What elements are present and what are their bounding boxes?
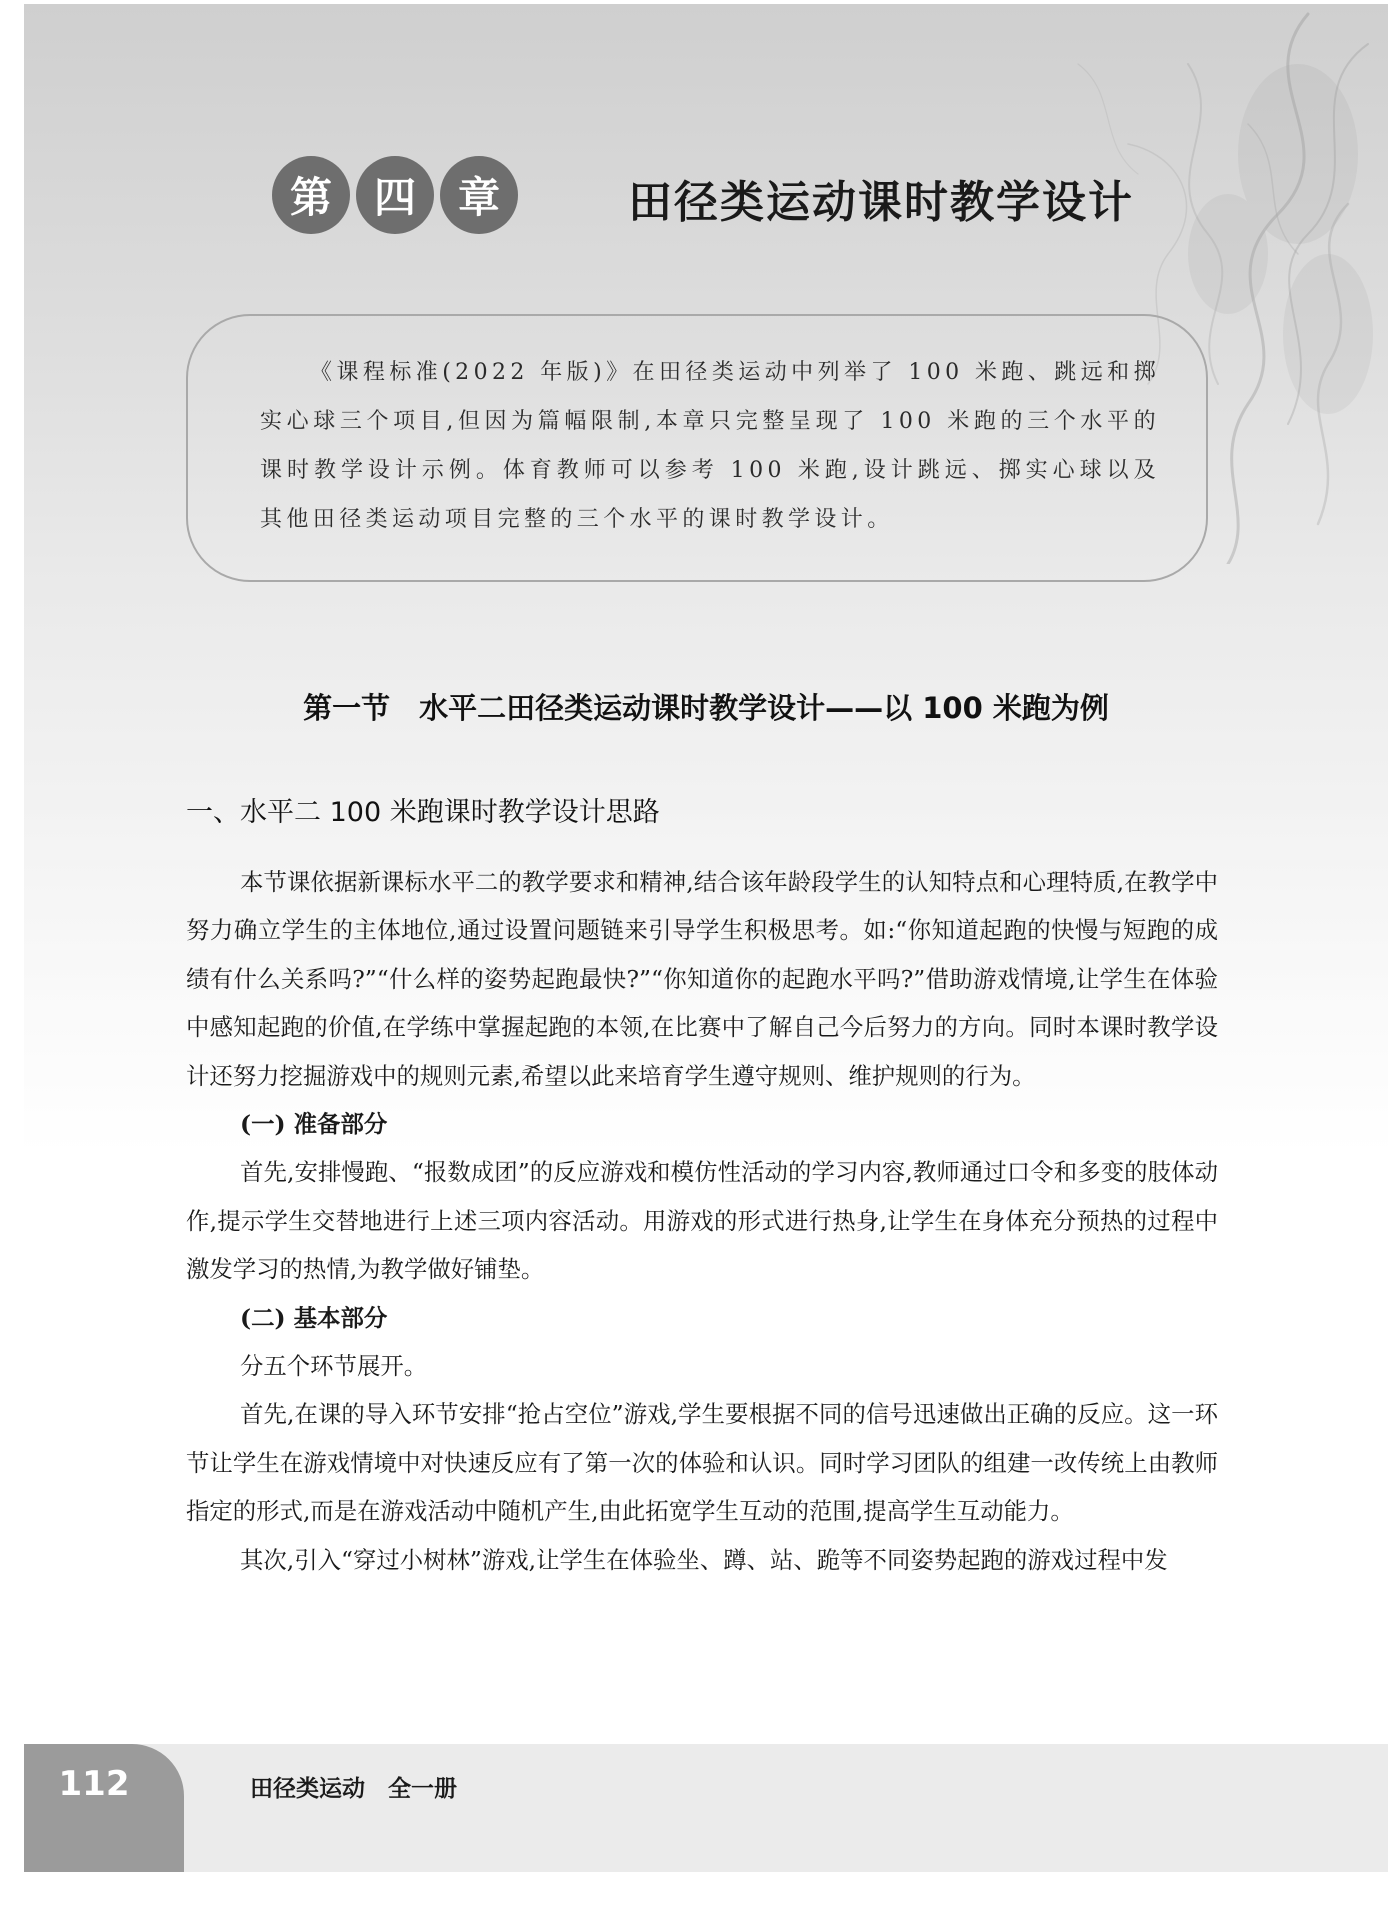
paragraph-heading-basic: (二) 基本部分 [240, 1303, 388, 1332]
paragraph: 其次,引入“穿过小树林”游戏,让学生在体验坐、蹲、站、跪等不同姿势起跑的游戏过程中发 [240, 1545, 1168, 1574]
page-footer [24, 1744, 1388, 1872]
paragraph: 首先,在课的导入环节安排“抢占空位”游戏,学生要根据不同的信号迅速做出正确的反应。这一环节让学生在游戏情境中对快速反应有了第一次的体验和认识。同时学习团队的组建一改传统上由教师指定的形式,而是在游戏活动中随机产生,由此拓宽学生互动的范围,提高学生互动能力。 [186, 1400, 1218, 1526]
paragraph-heading-preparation: (一) 准备部分 [240, 1110, 388, 1139]
chapter-char-3: 章 [440, 156, 518, 234]
intro-text: 《课程标准(2022 年版)》在田径类运动中列举了 100 米跑、跳远和掷实心球三个项目,但因为篇幅限制,本章只完整呈现了 100 米跑的三个水平的课时教学设计示例。体育教师可以参考 100 米跑,设计跳远、掷实心球以及其他田径类运动项目完整的三个水平的课时教学设计。 [260, 360, 1160, 532]
section-title: 第一节 水平二田径类运动课时教学设计——以 100 米跑为例 [303, 691, 1109, 725]
chapter-header [24, 156, 1388, 236]
paragraph: 分五个环节展开。 [240, 1352, 428, 1381]
page-number: 112 [58, 1764, 130, 1804]
paragraph: 首先,安排慢跑、“报数成团”的反应游戏和模仿性活动的学习内容,教师通过口令和多变的肢体动作,提示学生交替地进行上述三项内容活动。用游戏的形式进行热身,让学生在身体充分预热的过程中激发学习的热情,为教学做好铺垫。 [186, 1158, 1218, 1284]
textbook-page [24, 4, 1388, 1917]
chapter-title: 田径类运动课时教学设计 [628, 177, 1134, 228]
paragraph: 本节课依据新课标水平二的教学要求和精神,结合该年龄段学生的认知特点和心理特质,在教学中努力确立学生的主体地位,通过设置问题链来引导学生积极思考。如:“你知道起跑的快慢与短跑的成绩有什么关系吗?”“什么样的姿势起跑最快?”“你知道你的起跑水平吗?”借助游戏情境,让学生在体验中感知起跑的价值,在学练中掌握起跑的本领,在比赛中了解自己今后努力的方向。同时本课时教学设计还努力挖掘游戏中的规则元素,希望以此来培育学生遵守规则、维护规则的行为。 [186, 868, 1218, 1090]
subheading: 一、水平二 100 米跑课时教学设计思路 [186, 797, 660, 828]
chapter-char-1: 第 [272, 156, 350, 234]
book-title: 田径类运动 全一册 [250, 1776, 457, 1802]
body-text [186, 858, 1218, 1584]
chapter-char-2: 四 [356, 156, 434, 234]
